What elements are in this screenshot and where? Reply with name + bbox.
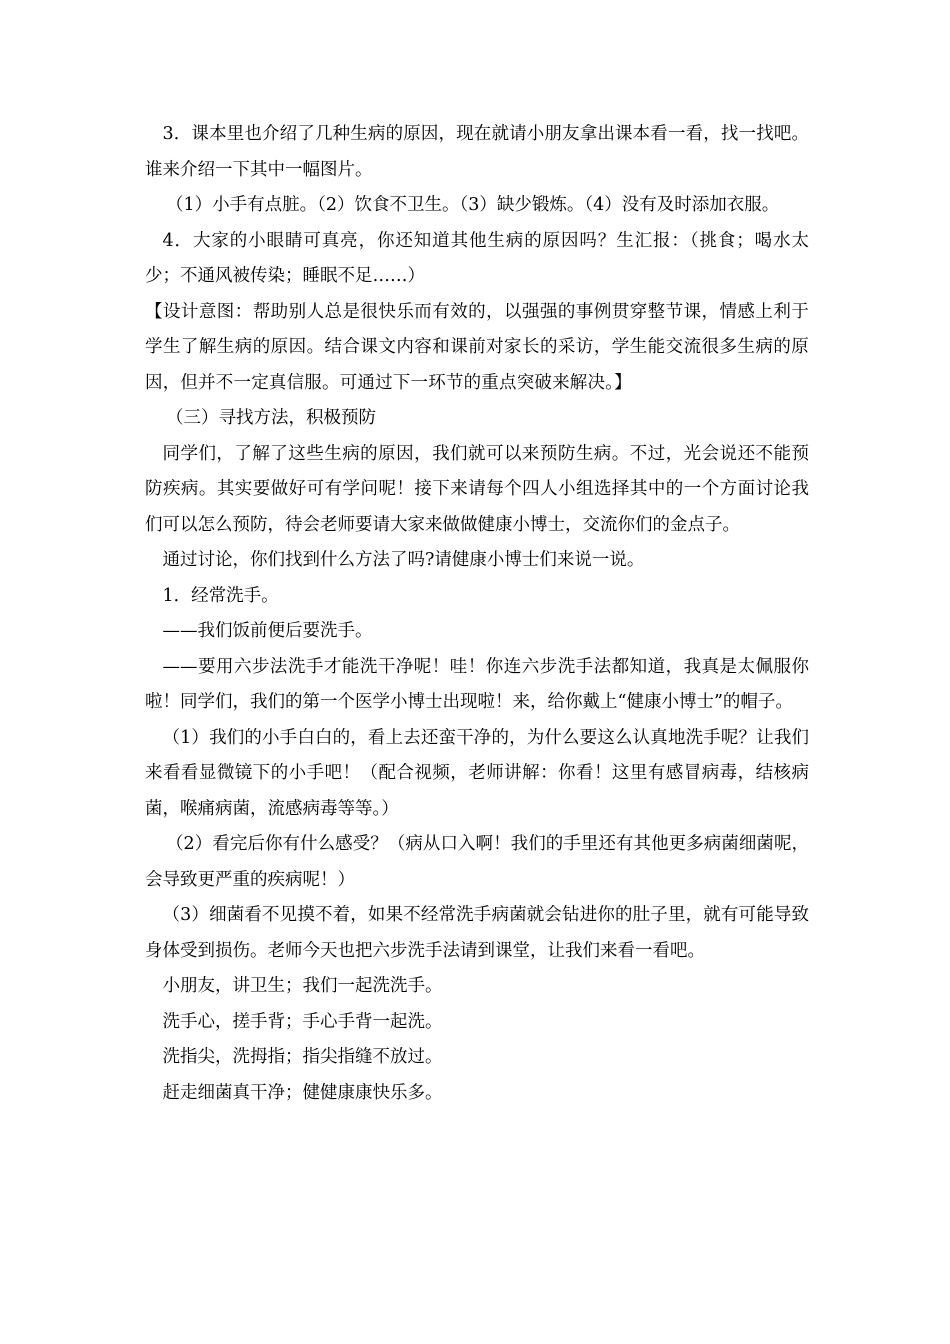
paragraph-microscope: （1）我们的小手白白的，看上去还蛮干净的，为什么要这么认真地洗手呢？让我们来看看显微镜下的小手吧！（配合视频，老师讲解：你看！这里有感冒病毒，结核病菌，喉痛病菌，流感病毒等等。） <box>145 727 809 819</box>
paragraph-feelings: （2）看完后你有什么感受？（病从口入啊！我们的手里还有其他更多病菌细菌呢，会导致更严重的疾病呢！） <box>145 834 809 890</box>
paragraph-causes-list: （1）小手有点脏。（2）饮食不卫生。（3）缺少锻炼。（4）没有及时添加衣服。 <box>166 195 780 215</box>
rhyme-line-1: 小朋友，讲卫生；我们一起洗洗手。 <box>162 976 443 996</box>
rhyme-line-3: 洗指尖，洗拇指；指尖指缝不放过。 <box>162 1047 443 1067</box>
paragraph-intro-prevention: 同学们，了解了这些生病的原因，我们就可以来预防生病。不过，光会说还不能预防疾病。其实要做好可有学问呢！接下来请每个四人小组选择其中的一个方面讨论我们可以怎么预防，待会老师要请大家来做做健康小博士，交流你们的金点子。 <box>145 443 809 535</box>
paragraph-discussion: 通过讨论，你们找到什么方法了吗?请健康小博士们来说一说。 <box>162 550 645 570</box>
paragraph-bacteria: （3）细菌看不见摸不着，如果不经常洗手病菌就会钻进你的肚子里，就有可能导致身体受到损伤。老师今天也把六步洗手法请到课堂，让我们来看一看吧。 <box>145 905 809 961</box>
paragraph-dash-1: ——我们饭前便后要洗手。 <box>162 621 373 641</box>
paragraph-step-4: 4．大家的小眼睛可真亮，你还知道其他生病的原因吗？生汇报：（挑食；喝水太少；不通风被传染；睡眠不足……） <box>145 230 809 286</box>
rhyme-line-2: 洗手心，搓手背；手心手背一起洗。 <box>162 1011 443 1032</box>
section-heading-3: （三）寻找方法，积极预防 <box>166 408 376 428</box>
document-body <box>145 117 809 1111</box>
paragraph-step-3: 3．课本里也介绍了几种生病的原因，现在就请小朋友拿出课本看一看，找一找吧。谁来介绍一下其中一幅图片。 <box>145 124 809 180</box>
rhyme-line-4: 赶走细菌真干净；健健康康快乐多。 <box>162 1082 443 1103</box>
paragraph-dash-2: ——要用六步法洗手才能洗干净呢！哇！你连六步洗手法都知道，我真是太佩服你啦！同学们，我们的第一个医学小博士出现啦！来，给你戴上“健康小博士”的帽子。 <box>145 656 809 712</box>
paragraph-wash-hands-heading: 1．经常洗手。 <box>162 585 279 606</box>
design-intent-note: 【设计意图：帮助别人总是很快乐而有效的，以强强的事例贯穿整节课，情感上利于学生了解生病的原因。结合课文内容和课前对家长的采访，学生能交流很多生病的原因，但并不一定真信服。可通过下一环节的重点突破来解决。】 <box>145 301 809 393</box>
